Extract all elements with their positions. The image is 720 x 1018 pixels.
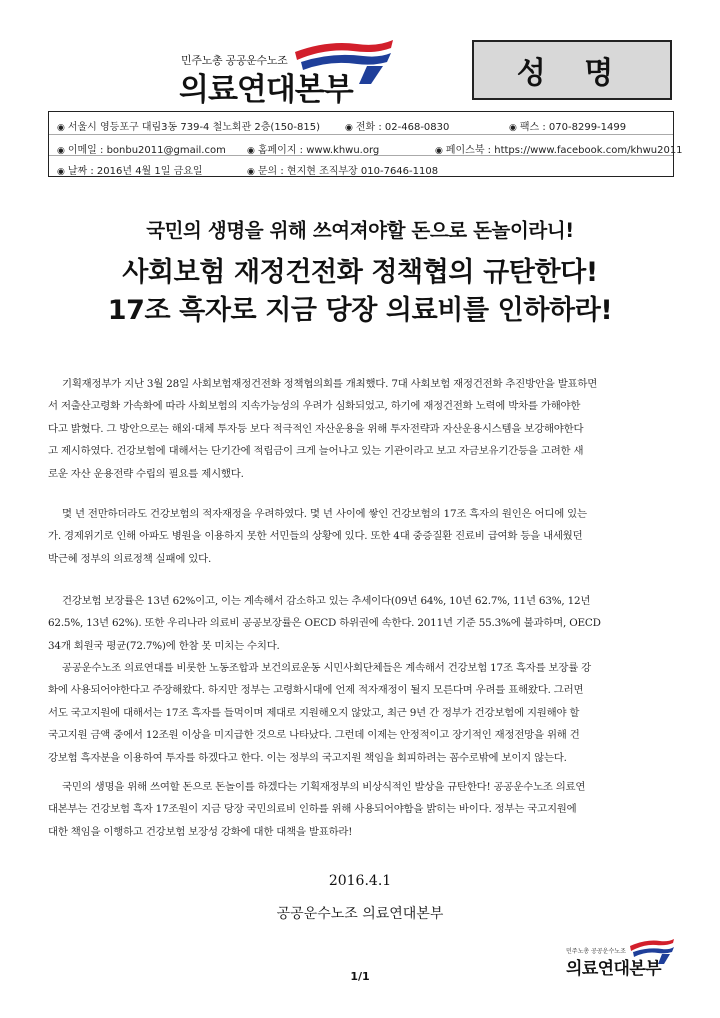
inquiry: ◉ 문의 : 현지현 조직부장 010-7646-1108: [247, 166, 439, 177]
contact-row-1: [49, 112, 673, 134]
bullet-icon: ◉: [57, 146, 65, 156]
text-line: 몇 년 전만하더라도 건강보험의 적자재정을 우려하였다. 몇 년 사이에 쌓인 건강보험의 17조 흑자의 원인은 어디에 있는: [62, 508, 587, 520]
text-line: 박근혜 정부의 의료정책 실패에 있다.: [48, 552, 212, 565]
text-line: 62.5%, 13년 62%). 또한 우리나라 의료비 공공보장률은 OECD 하위권에 속한다. 2011년 기준 55.3%에 불과하며, OECD: [48, 617, 601, 630]
text-line: 대한 책임을 이행하고 건강보험 보장성 강화에 대한 대책을 발표하라!: [48, 825, 353, 838]
paragraph-5: [48, 776, 674, 843]
bullet-icon: ◉: [509, 123, 517, 133]
title-line-1: 국민의 생명을 위해 쓰여져야할 돈으로 돈놀이라니!: [146, 219, 574, 242]
text-line: 강보험 흑자분을 이용하여 투자를 하겠다고 한다. 이는 정부의 국고지원 책임을 회피하려는 꼼수로밖에 보이지 않는다.: [48, 751, 567, 764]
statement-org: 공공운수노조 의료연대본부: [276, 906, 444, 922]
text-line: 고 제시하였다. 건강보험에 대해서는 단기간에 적립금이 크게 늘어나고 있는 기관이라고 보고 자금보유기간등을 고려한 새: [48, 445, 584, 458]
text-line: 로운 자산 운용전략 수립의 필요를 제시했다.: [48, 467, 244, 480]
contact-info-box: [48, 111, 683, 177]
paragraph-1: [48, 373, 674, 485]
bullet-icon: ◉: [57, 167, 65, 177]
footer-logo-title: 의료연대본부: [566, 959, 661, 979]
paragraph-3: [48, 590, 674, 657]
contact-row-2: [49, 134, 683, 157]
facebook: ◉ 페이스북 : https://www.facebook.com/khwu2011: [435, 145, 683, 156]
text-line: 가. 경제위기로 인해 아파도 병원을 이용하지 못한 서민들의 상황에 있다. 또한 4대 중증질환 진료비 급여화 등을 내세웠던: [48, 530, 583, 543]
text-line: 34개 회원국 평균(72.7%)에 한참 못 미치는 수치다.: [48, 639, 280, 652]
address: ◉ 서울시 영등포구 대림3동 739-4 철노회관 2층(150-815): [57, 122, 321, 133]
bullet-icon: ◉: [435, 146, 443, 156]
title-line-2: 사회보험 재정건전화 정책협의 규탄한다!: [122, 257, 598, 288]
bullet-icon: ◉: [247, 167, 255, 177]
text-line: 대본부는 건강보험 흑자 17조원이 지금 당장 국민의료비 인하를 위해 사용되어야함을 밝히는 바이다. 정부는 국고지원에: [48, 803, 577, 816]
text-line: 화에 사용되어야한다고 주장해왔다. 하지만 정부는 고령화시대에 언제 적자재정이 될지 모른다며 우려를 표해왔다. 그러면: [48, 684, 584, 697]
statement-label: 성 명: [516, 56, 628, 91]
bullet-icon: ◉: [57, 123, 65, 133]
text-line: 서 저출산고령화 가속화에 따라 사회보험의 지속가능성의 우려가 심화되었고, 하기에 재정건전화 노력에 박차를 가해야한: [48, 400, 581, 413]
footer-logo-subtitle: 민주노총 공공운수노조: [566, 948, 626, 955]
logo-subtitle: 민주노총 공공운수노조: [181, 54, 288, 67]
fax: ◉ 팩스 : 070-8299-1499: [509, 122, 627, 133]
bullet-icon: ◉: [247, 146, 255, 156]
text-line: 다고 밝혔다. 그 방안으로는 해외·대체 투자등 보다 적극적인 자산운용을 위해 투자전략과 자산운용시스템을 보강해야한다: [48, 422, 584, 435]
bullet-icon: ◉: [345, 123, 353, 133]
text-line: 국고지원 금액 중에서 12조원 이상을 미지급한 것으로 나타났다. 그런데 이제는 안정적이고 장기적인 재정전망을 위해 건: [48, 729, 580, 742]
text-line: 국민의 생명을 위해 쓰여할 돈으로 돈놀이를 하겠다는 기획재정부의 비상식적인 발상을 규탄한다! 공공운수노조 의료연: [62, 781, 586, 793]
text-line: 서도 국고지원에 대해서는 17조 흑자를 들먹이며 제대로 지원해오지 않았고, 최근 9년 간 정부가 건강보험에 지원해야 할: [48, 706, 580, 719]
statement-label-box: [472, 40, 672, 100]
statement-date: 2016.4.1: [328, 873, 392, 889]
logo-title: 의료연대본부: [179, 72, 353, 108]
phone: ◉ 전화 : 02-468-0830: [345, 122, 450, 133]
contact-row-3: [49, 155, 673, 178]
text-line: 공공운수노조 의료연대를 비롯한 노동조합과 보건의료운동 시민사회단체들은 계속해서 건강보험 17조 흑자를 보장률 강: [62, 662, 591, 674]
text-line: 기획재정부가 지난 3월 28일 사회보험재정건전화 정책협의회를 개최했다. 7대 사회보험 재정건전화 추진방안을 발표하면: [62, 378, 598, 390]
page-number: 1/1: [350, 970, 370, 983]
text-line: 건강보험 보장률은 13년 62%이고, 이는 계속해서 감소하고 있는 추세이다(09년 64%, 10년 62.7%, 11년 63%, 12년: [62, 595, 591, 607]
homepage: ◉ 홈페이지 : www.khwu.org: [247, 145, 380, 156]
email: ◉ 이메일 : bonbu2011@gmail.com: [57, 145, 226, 156]
paragraph-4: [48, 657, 674, 769]
title-line-3: 17조 흑자로 지금 당장 의료비를 인하하라!: [107, 295, 613, 326]
issue-date: ◉ 날짜 : 2016년 4월 1일 금요일: [57, 166, 203, 177]
paragraph-2: [48, 503, 674, 570]
union-logo: [175, 40, 375, 110]
